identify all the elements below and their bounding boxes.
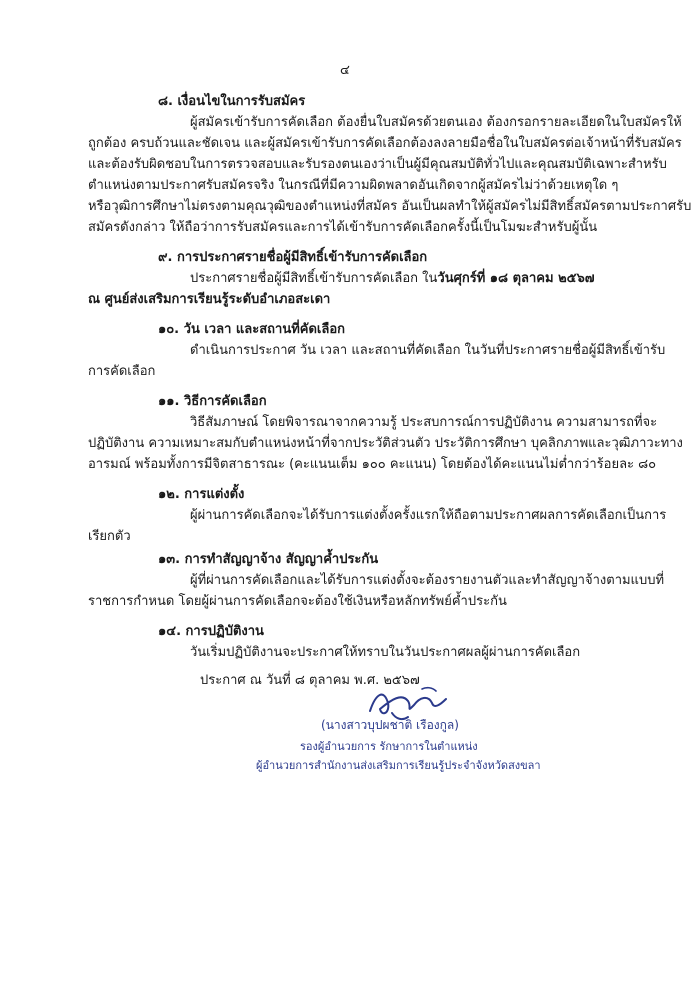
section-8-line: ผู้สมัครเข้ารับการคัดเลือก ต้องยื่นใบสมัครด้วยตนเอง ต้องกรอกรายละเอียดในใบสมัครให้ (190, 115, 682, 130)
section-9-announcement-date: วันศุกร์ที่ ๑๘ ตุลาคม ๒๕๖๗ (437, 271, 595, 286)
section-10-line: ดำเนินการประกาศ วัน เวลา และสถานที่คัดเลือก ในวันที่ประกาศรายชื่อผู้มีสิทธิ์เข้ารับ (190, 343, 666, 358)
section-11-line: อารมณ์ พร้อมทั้งการมีจิตสาธารณะ (คะแนนเต็ม ๑๐๐ คะแนน) โดยต้องได้คะแนนไม่ต่ำกว่าร้อยละ ๘๐ (88, 457, 657, 472)
section-12-line: เรียกตัว (88, 529, 131, 544)
section-14-heading: ๑๔. การปฏิบัติงาน (158, 624, 264, 639)
section-8-heading: ๘. เงื่อนไขในการรับสมัคร (158, 94, 306, 109)
section-12-heading: ๑๒. การแต่งตั้ง (158, 487, 245, 502)
section-8-line: ตำแหน่งตามประกาศรับสมัครจริง ในกรณีที่มีความผิดพลาดอันเกิดจากผู้สมัครไม่ว่าด้วยเหตุใด ๆ (88, 178, 619, 193)
section-8-line: สมัครดังกล่าว ให้ถือว่าการรับสมัครและการได้เข้ารับการคัดเลือกครั้งนี้เป็นโมฆะสำหรับผู้นั้น (88, 220, 598, 235)
section-9-announcement-text: ประกาศรายชื่อผู้มีสิทธิ์เข้ารับการคัดเลือก ใน (190, 271, 438, 286)
section-9-location: ณ ศูนย์ส่งเสริมการเรียนรู้ระดับอำเภอสะเดา (88, 292, 331, 307)
section-13-line: ผู้ที่ผ่านการคัดเลือกและได้รับการแต่งตั้งจะต้องรายงานตัวและทำสัญญาจ้างตามแบบที่ (190, 573, 665, 588)
page-number: ๔ (340, 63, 350, 78)
section-9-heading: ๙. การประกาศรายชื่อผู้มีสิทธิ์เข้ารับการคัดเลือก (158, 250, 428, 265)
section-12-line: ผู้ผ่านการคัดเลือกจะได้รับการแต่งตั้งครั้งแรกให้ถือตามประกาศผลการคัดเลือกเป็นการ (190, 508, 667, 523)
section-11-line: วิธีสัมภาษณ์ โดยพิจารณาจากความรู้ ประสบการณ์การปฏิบัติงาน ความสามารถที่จะ (190, 415, 658, 430)
signatory-organization: ผู้อำนวยการสำนักงานส่งเสริมการเรียนรู้ประจำจังหวัดสงขลา (256, 759, 541, 772)
announcement-date: ประกาศ ณ วันที่ ๘ ตุลาคม พ.ศ. ๒๕๖๗ (200, 673, 420, 688)
section-10-line: การคัดเลือก (88, 364, 156, 379)
section-8-line: ถูกต้อง ครบถ้วนและชัดเจน และผู้สมัครเข้ารับการคัดเลือกต้องลงลายมือชื่อในใบสมัครต่อเจ้าหน้าที่รับสมัคร (88, 136, 682, 151)
section-14-line: วันเริ่มปฏิบัติงานจะประกาศให้ทราบในวันประกาศผลผู้ผ่านการคัดเลือก (190, 645, 581, 660)
section-10-heading: ๑๐. วัน เวลา และสถานที่คัดเลือก (158, 322, 346, 337)
signatory-position: รองผู้อำนวยการ รักษาการในตำแหน่ง (300, 740, 478, 753)
section-11-line: ปฏิบัติงาน ความเหมาะสมกับตำแหน่งหน้าที่จากประวัติส่วนตัว ประวัติการศึกษา บุคลิกภาพและวุฒิภาวะทาง (88, 436, 683, 451)
signatory-name: (นางสาวบุปผชาติ เรืองกูล) (321, 718, 459, 732)
section-9-line (190, 271, 595, 287)
section-8-line: และต้องรับผิดชอบในการตรวจสอบและรับรองตนเองว่าเป็นผู้มีคุณสมบัติทั่วไปและคุณสมบัติเฉพาะสำหรับ (88, 157, 667, 172)
section-13-heading: ๑๓. การทำสัญญาจ้าง สัญญาค้ำประกัน (158, 552, 379, 567)
section-8-line: หรือวุฒิการศึกษาไม่ตรงตามคุณวุฒิของตำแหน่งที่สมัคร อันเป็นผลทำให้ผู้สมัครไม่มีสิทธิ์สมัครตามประกาศรับ (88, 199, 692, 214)
section-13-line: ราชการกำหนด โดยผู้ผ่านการคัดเลือกจะต้องใช้เงินหรือหลักทรัพย์ค้ำประกัน (88, 594, 507, 609)
section-11-heading: ๑๑. วิธีการคัดเลือก (158, 394, 267, 409)
